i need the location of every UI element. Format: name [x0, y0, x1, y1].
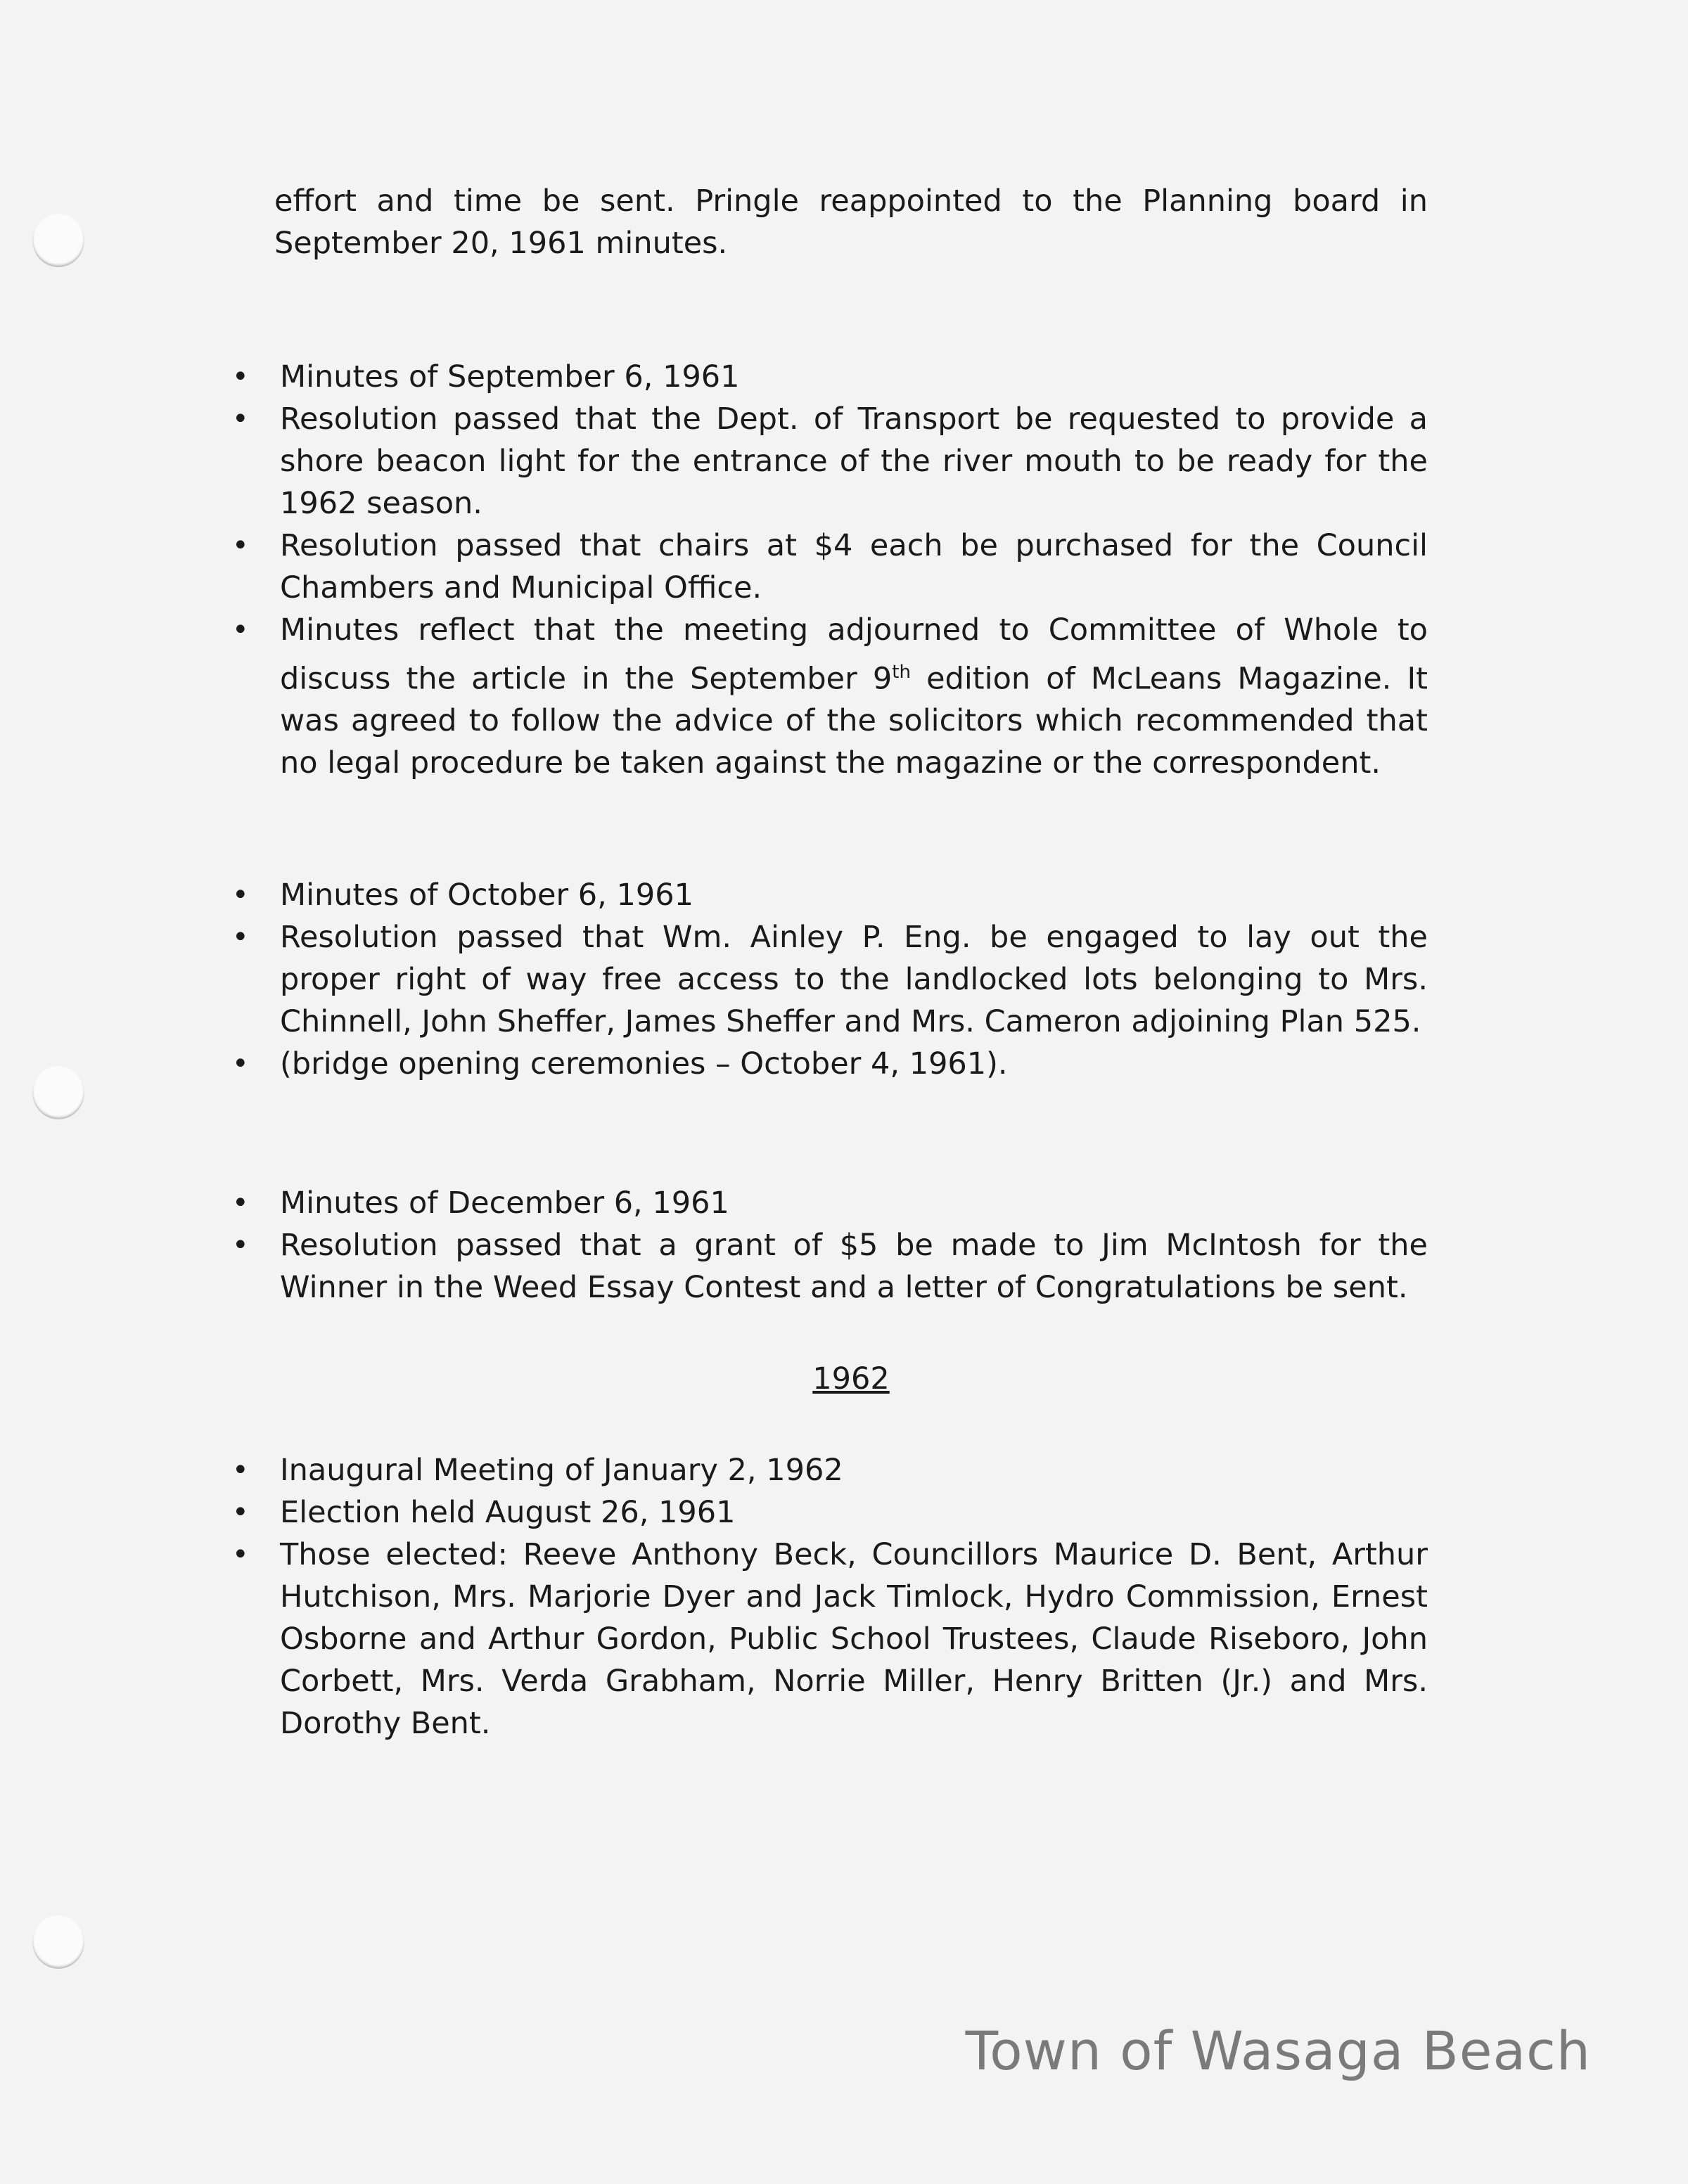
document-body	[232, 180, 1428, 1745]
list-item: • Inaugural Meeting of January 2, 1962	[232, 1449, 1428, 1491]
list-item-text: edition of McLeans Magazine. It was agreed to follow the advice of the solicitors which recommended that no legal procedure be taken against the magazine or the correspondent.	[280, 661, 1428, 781]
list-item: • Minutes of December 6, 1961	[232, 1182, 1428, 1224]
list-item: • Election held August 26, 1961	[232, 1491, 1428, 1534]
section-december-1961	[232, 1182, 1428, 1309]
list-item: • Minutes of October 6, 1961	[232, 874, 1428, 916]
list-item: • Resolution passed that a grant of $5 be made to Jim McIntosh for the Winner in the Weed Essay Contest and a letter of Congratulations be sent.	[232, 1224, 1428, 1309]
binder-hole-bottom	[32, 1915, 84, 1969]
ordinal-superscript: th	[892, 662, 911, 683]
list-item: • Minutes of September 6, 1961	[232, 356, 1428, 398]
section-september-1961	[232, 356, 1428, 784]
list-item-text: Minutes reflect that the meeting adjourned to Committee of Whole to discuss the article in the September 9	[280, 612, 1428, 697]
list-item: • Resolution passed that chairs at $4 each be purchased for the Council Chambers and Municipal Office.	[232, 525, 1428, 609]
list-item: • Those elected: Reeve Anthony Beck, Councillors Maurice D. Bent, Arthur Hutchison, Mrs. Marjorie Dyer and Jack Timlock, Hydro Commission, Ernest Osborne and Arthur Gordon, Public School Trustees, Claude Riseboro, John Corbett, Mrs. Verda Grabham, Norrie Miller, Henry Britten (Jr.) and Mrs. Dorothy Bent.	[232, 1534, 1428, 1745]
binder-hole-middle	[32, 1066, 84, 1119]
carryover-paragraph: effort and time be sent. Pringle reappointed to the Planning board in September 20, 1961 minutes.	[274, 184, 1428, 261]
list-item: • Resolution passed that the Dept. of Transport be requested to provide a shore beacon light for the entrance of the river mouth to be ready for the 1962 season.	[232, 398, 1428, 525]
section-1962	[232, 1449, 1428, 1745]
binder-hole-top	[32, 214, 84, 267]
year-heading: 1962	[812, 1361, 890, 1397]
list-item	[232, 609, 1428, 784]
list-item: • (bridge opening ceremonies – October 4, 1961).	[232, 1043, 1428, 1085]
section-october-1961	[232, 874, 1428, 1085]
list-item: • Resolution passed that Wm. Ainley P. Eng. be engaged to lay out the proper right of way free access to the landlocked lots belonging to Mrs. Chinnell, John Sheffer, James Sheffer and Mrs. Cameron adjoining Plan 525.	[232, 916, 1428, 1043]
watermark: Town of Wasaga Beach	[965, 2019, 1591, 2082]
